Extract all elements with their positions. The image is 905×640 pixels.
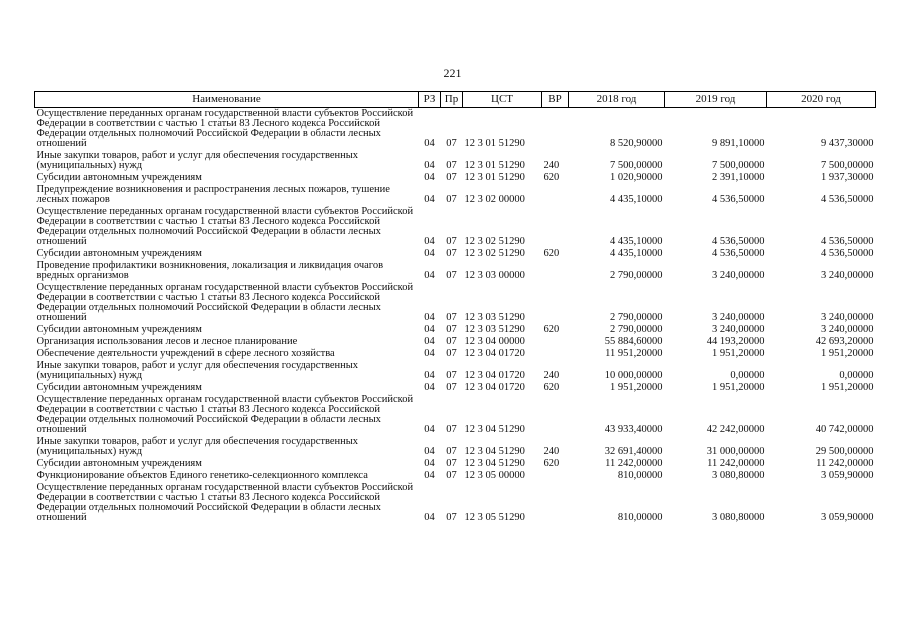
cell-2019: 4 536,50000 [712,236,765,247]
cell-2020: 3 240,00000 [821,324,874,335]
cell-rz: 04 [424,270,435,281]
cell-name: Обеспечение деятельности учреждений в сфере лесного хозяйства [36,348,335,359]
cell-cst: 12 3 04 01720 [464,370,525,381]
cell-name: Иные закупки товаров, работ и услуг для обеспечения государственных (муниципальных) нужд [36,150,359,171]
cell-cst: 12 3 04 51290 [464,458,525,469]
cell-2020: 7 500,00000 [821,160,874,171]
cell-rz: 04 [424,424,435,435]
page-number: 221 [443,66,462,80]
cell-cst: 12 3 01 51290 [464,172,525,183]
cell-name: Осуществление переданных органам государственной власти субъектов Российской Федерации в соответствии с частью 1 статьи 83 Лесного кодекса Российской Федерации отдельных полномочий Российской Федерации в области лесных отношений [36,394,414,435]
cell-cst: 12 3 04 01720 [464,348,525,359]
cell-vr [542,184,569,206]
cell-pr: 07 [446,348,457,359]
cell-pr: 07 [446,336,457,347]
cell-2020: 0,00000 [839,370,874,381]
cell-2020: 42 693,20000 [815,336,874,347]
cell-2020: 3 240,00000 [821,312,874,323]
cell-2020: 4 536,50000 [821,236,874,247]
cell-cst: 12 3 02 51290 [464,248,525,259]
cell-name: Субсидии автономным учреждениям [36,248,202,259]
table-row [35,172,876,184]
header-2020: 2020 год [767,92,876,108]
cell-2018: 11 242,00000 [605,458,663,469]
cell-2018: 7 500,00000 [610,160,663,171]
cell-vr: 620 [543,382,560,393]
cell-name: Иные закупки товаров, работ и услуг для обеспечения государственных (муниципальных) нужд [36,436,359,457]
cell-2019: 42 242,00000 [706,424,765,435]
table-row [35,108,876,151]
cell-vr: 240 [543,370,560,381]
cell-vr [542,206,569,248]
cell-cst: 12 3 02 51290 [464,236,525,247]
cell-vr [542,470,569,482]
cell-pr: 07 [446,248,457,259]
cell-2020: 4 536,50000 [821,248,874,259]
cell-vr: 240 [543,160,560,171]
cell-cst: 12 3 05 51290 [464,512,525,523]
cell-2018: 4 435,10000 [610,194,663,205]
table-row [35,282,876,324]
cell-vr [542,482,569,524]
cell-name: Субсидии автономным учреждениям [36,458,202,469]
cell-2018: 1 020,90000 [610,172,663,183]
cell-2018: 43 933,40000 [604,424,663,435]
header-name: Наименование [35,92,419,108]
cell-cst: 12 3 01 51290 [464,160,525,171]
cell-2019: 7 500,00000 [712,160,765,171]
cell-2020: 1 937,30000 [821,172,874,183]
table-row [35,260,876,282]
cell-2020: 29 500,00000 [815,446,874,457]
cell-vr: 240 [543,446,560,457]
cell-cst: 12 3 05 00000 [464,470,525,481]
cell-2020: 9 437,30000 [821,138,874,149]
cell-2020: 1 951,20000 [821,348,874,359]
cell-name: Осуществление переданных органам государственной власти субъектов Российской Федерации в соответствии с частью 1 статьи 83 Лесного кодекса Российской Федерации отдельных полномочий Российской Федерации в области лесных отношений [36,282,414,323]
cell-vr: 620 [543,458,560,469]
cell-cst: 12 3 04 51290 [464,424,525,435]
cell-pr: 07 [446,470,457,481]
cell-cst: 12 3 01 51290 [464,138,525,149]
cell-rz: 04 [424,370,435,381]
header-pr: Пр [441,92,463,108]
cell-rz: 04 [424,458,435,469]
cell-cst: 12 3 03 51290 [464,324,525,335]
cell-pr: 07 [446,424,457,435]
cell-name: Проведение профилактики возникновения, локализация и ликвидация очагов вредных организмов [36,260,384,281]
table-row [35,348,876,360]
cell-2018: 32 691,40000 [604,446,663,457]
cell-name: Функционирование объектов Единого генетико-селекционного комплекса [36,470,368,481]
cell-pr: 07 [446,312,457,323]
cell-rz: 04 [424,194,435,205]
cell-2018: 2 790,00000 [610,270,663,281]
table-row [35,470,876,482]
table-row [35,184,876,206]
cell-rz: 04 [424,382,435,393]
cell-2019: 3 240,00000 [712,312,765,323]
cell-pr: 07 [446,160,457,171]
cell-rz: 04 [424,312,435,323]
cell-2020: 40 742,00000 [815,424,874,435]
cell-2019: 4 536,50000 [712,248,765,259]
cell-2018: 810,00000 [617,512,663,523]
cell-pr: 07 [446,194,457,205]
cell-2018: 2 790,00000 [610,324,663,335]
header-rz: РЗ [419,92,441,108]
cell-2020: 1 951,20000 [821,382,874,393]
cell-2020: 11 242,00000 [816,458,874,469]
cell-vr: 620 [543,324,560,335]
cell-cst: 12 3 03 51290 [464,312,525,323]
cell-name: Осуществление переданных органам государственной власти субъектов Российской Федерации в соответствии с частью 1 статьи 83 Лесного кодекса Российской Федерации отдельных полномочий Российской Федерации в области лесных отношений [36,482,414,523]
cell-2019: 31 000,00000 [706,446,765,457]
cell-vr [542,108,569,151]
header-vr: ВР [542,92,569,108]
cell-pr: 07 [446,138,457,149]
cell-2019: 3 240,00000 [712,324,765,335]
cell-cst: 12 3 04 00000 [464,336,525,347]
cell-2018: 11 951,20000 [605,348,663,359]
cell-cst: 12 3 03 00000 [464,270,525,281]
cell-vr [542,348,569,360]
cell-pr: 07 [446,382,457,393]
table-row [35,360,876,382]
cell-name: Организация использования лесов и лесное планирование [36,336,298,347]
table-header-row [35,92,876,108]
cell-2018: 2 790,00000 [610,312,663,323]
cell-name: Субсидии автономным учреждениям [36,324,202,335]
cell-vr: 620 [543,248,560,259]
cell-2018: 8 520,90000 [610,138,663,149]
cell-vr [542,260,569,282]
cell-name: Осуществление переданных органам государственной власти субъектов Российской Федерации в соответствии с частью 1 статьи 83 Лесного кодекса Российской Федерации отдельных полномочий Российской Федерации в области лесных отношений [36,206,414,247]
cell-2018: 810,00000 [617,470,663,481]
cell-2019: 0,00000 [730,370,765,381]
budget-table [34,91,876,524]
cell-name: Осуществление переданных органам государственной власти субъектов Российской Федерации в соответствии с частью 1 статьи 83 Лесного кодекса Российской Федерации отдельных полномочий Российской Федерации в области лесных отношений [36,108,414,149]
table-row [35,150,876,172]
cell-2018: 10 000,00000 [604,370,663,381]
cell-2019: 3 240,00000 [712,270,765,281]
cell-rz: 04 [424,236,435,247]
cell-2019: 3 080,80000 [712,512,765,523]
cell-rz: 04 [424,172,435,183]
cell-2020: 3 059,90000 [821,512,874,523]
cell-vr [542,336,569,348]
cell-rz: 04 [424,248,435,259]
cell-2019: 4 536,50000 [712,194,765,205]
cell-pr: 07 [446,446,457,457]
cell-cst: 12 3 04 51290 [464,446,525,457]
table-row [35,206,876,248]
cell-rz: 04 [424,336,435,347]
cell-2018: 4 435,10000 [610,236,663,247]
cell-pr: 07 [446,236,457,247]
cell-2019: 44 193,20000 [706,336,765,347]
cell-pr: 07 [446,172,457,183]
header-2018: 2018 год [569,92,665,108]
cell-rz: 04 [424,512,435,523]
cell-vr [542,394,569,436]
cell-cst: 12 3 04 01720 [464,382,525,393]
table-row [35,482,876,524]
table-row [35,436,876,458]
cell-2019: 3 080,80000 [712,470,765,481]
cell-2019: 1 951,20000 [712,382,765,393]
cell-name: Предупреждение возникновения и распространения лесных пожаров, тушение лесных пожаров [36,184,390,205]
cell-2020: 4 536,50000 [821,194,874,205]
table-row [35,394,876,436]
cell-rz: 04 [424,348,435,359]
cell-2019: 9 891,10000 [712,138,765,149]
cell-pr: 07 [446,370,457,381]
cell-name: Субсидии автономным учреждениям [36,382,202,393]
cell-vr: 620 [543,172,560,183]
cell-2018: 1 951,20000 [610,382,663,393]
table-row [35,382,876,394]
cell-rz: 04 [424,138,435,149]
cell-rz: 04 [424,324,435,335]
cell-pr: 07 [446,512,457,523]
cell-2019: 2 391,10000 [712,172,765,183]
cell-2020: 3 240,00000 [821,270,874,281]
cell-rz: 04 [424,446,435,457]
header-2019: 2019 год [665,92,767,108]
cell-pr: 07 [446,270,457,281]
cell-pr: 07 [446,458,457,469]
table-body [35,108,876,525]
cell-2020: 3 059,90000 [821,470,874,481]
cell-2018: 55 884,60000 [604,336,663,347]
table-row [35,248,876,260]
cell-rz: 04 [424,160,435,171]
table-row [35,336,876,348]
cell-vr [542,282,569,324]
cell-2019: 11 242,00000 [707,458,765,469]
cell-2018: 4 435,10000 [610,248,663,259]
header-cst: ЦСТ [463,92,542,108]
cell-name: Субсидии автономным учреждениям [36,172,202,183]
cell-pr: 07 [446,324,457,335]
cell-cst: 12 3 02 00000 [464,194,525,205]
table-row [35,458,876,470]
table-row [35,324,876,336]
cell-name: Иные закупки товаров, работ и услуг для обеспечения государственных (муниципальных) нужд [36,360,359,381]
cell-2019: 1 951,20000 [712,348,765,359]
cell-rz: 04 [424,470,435,481]
